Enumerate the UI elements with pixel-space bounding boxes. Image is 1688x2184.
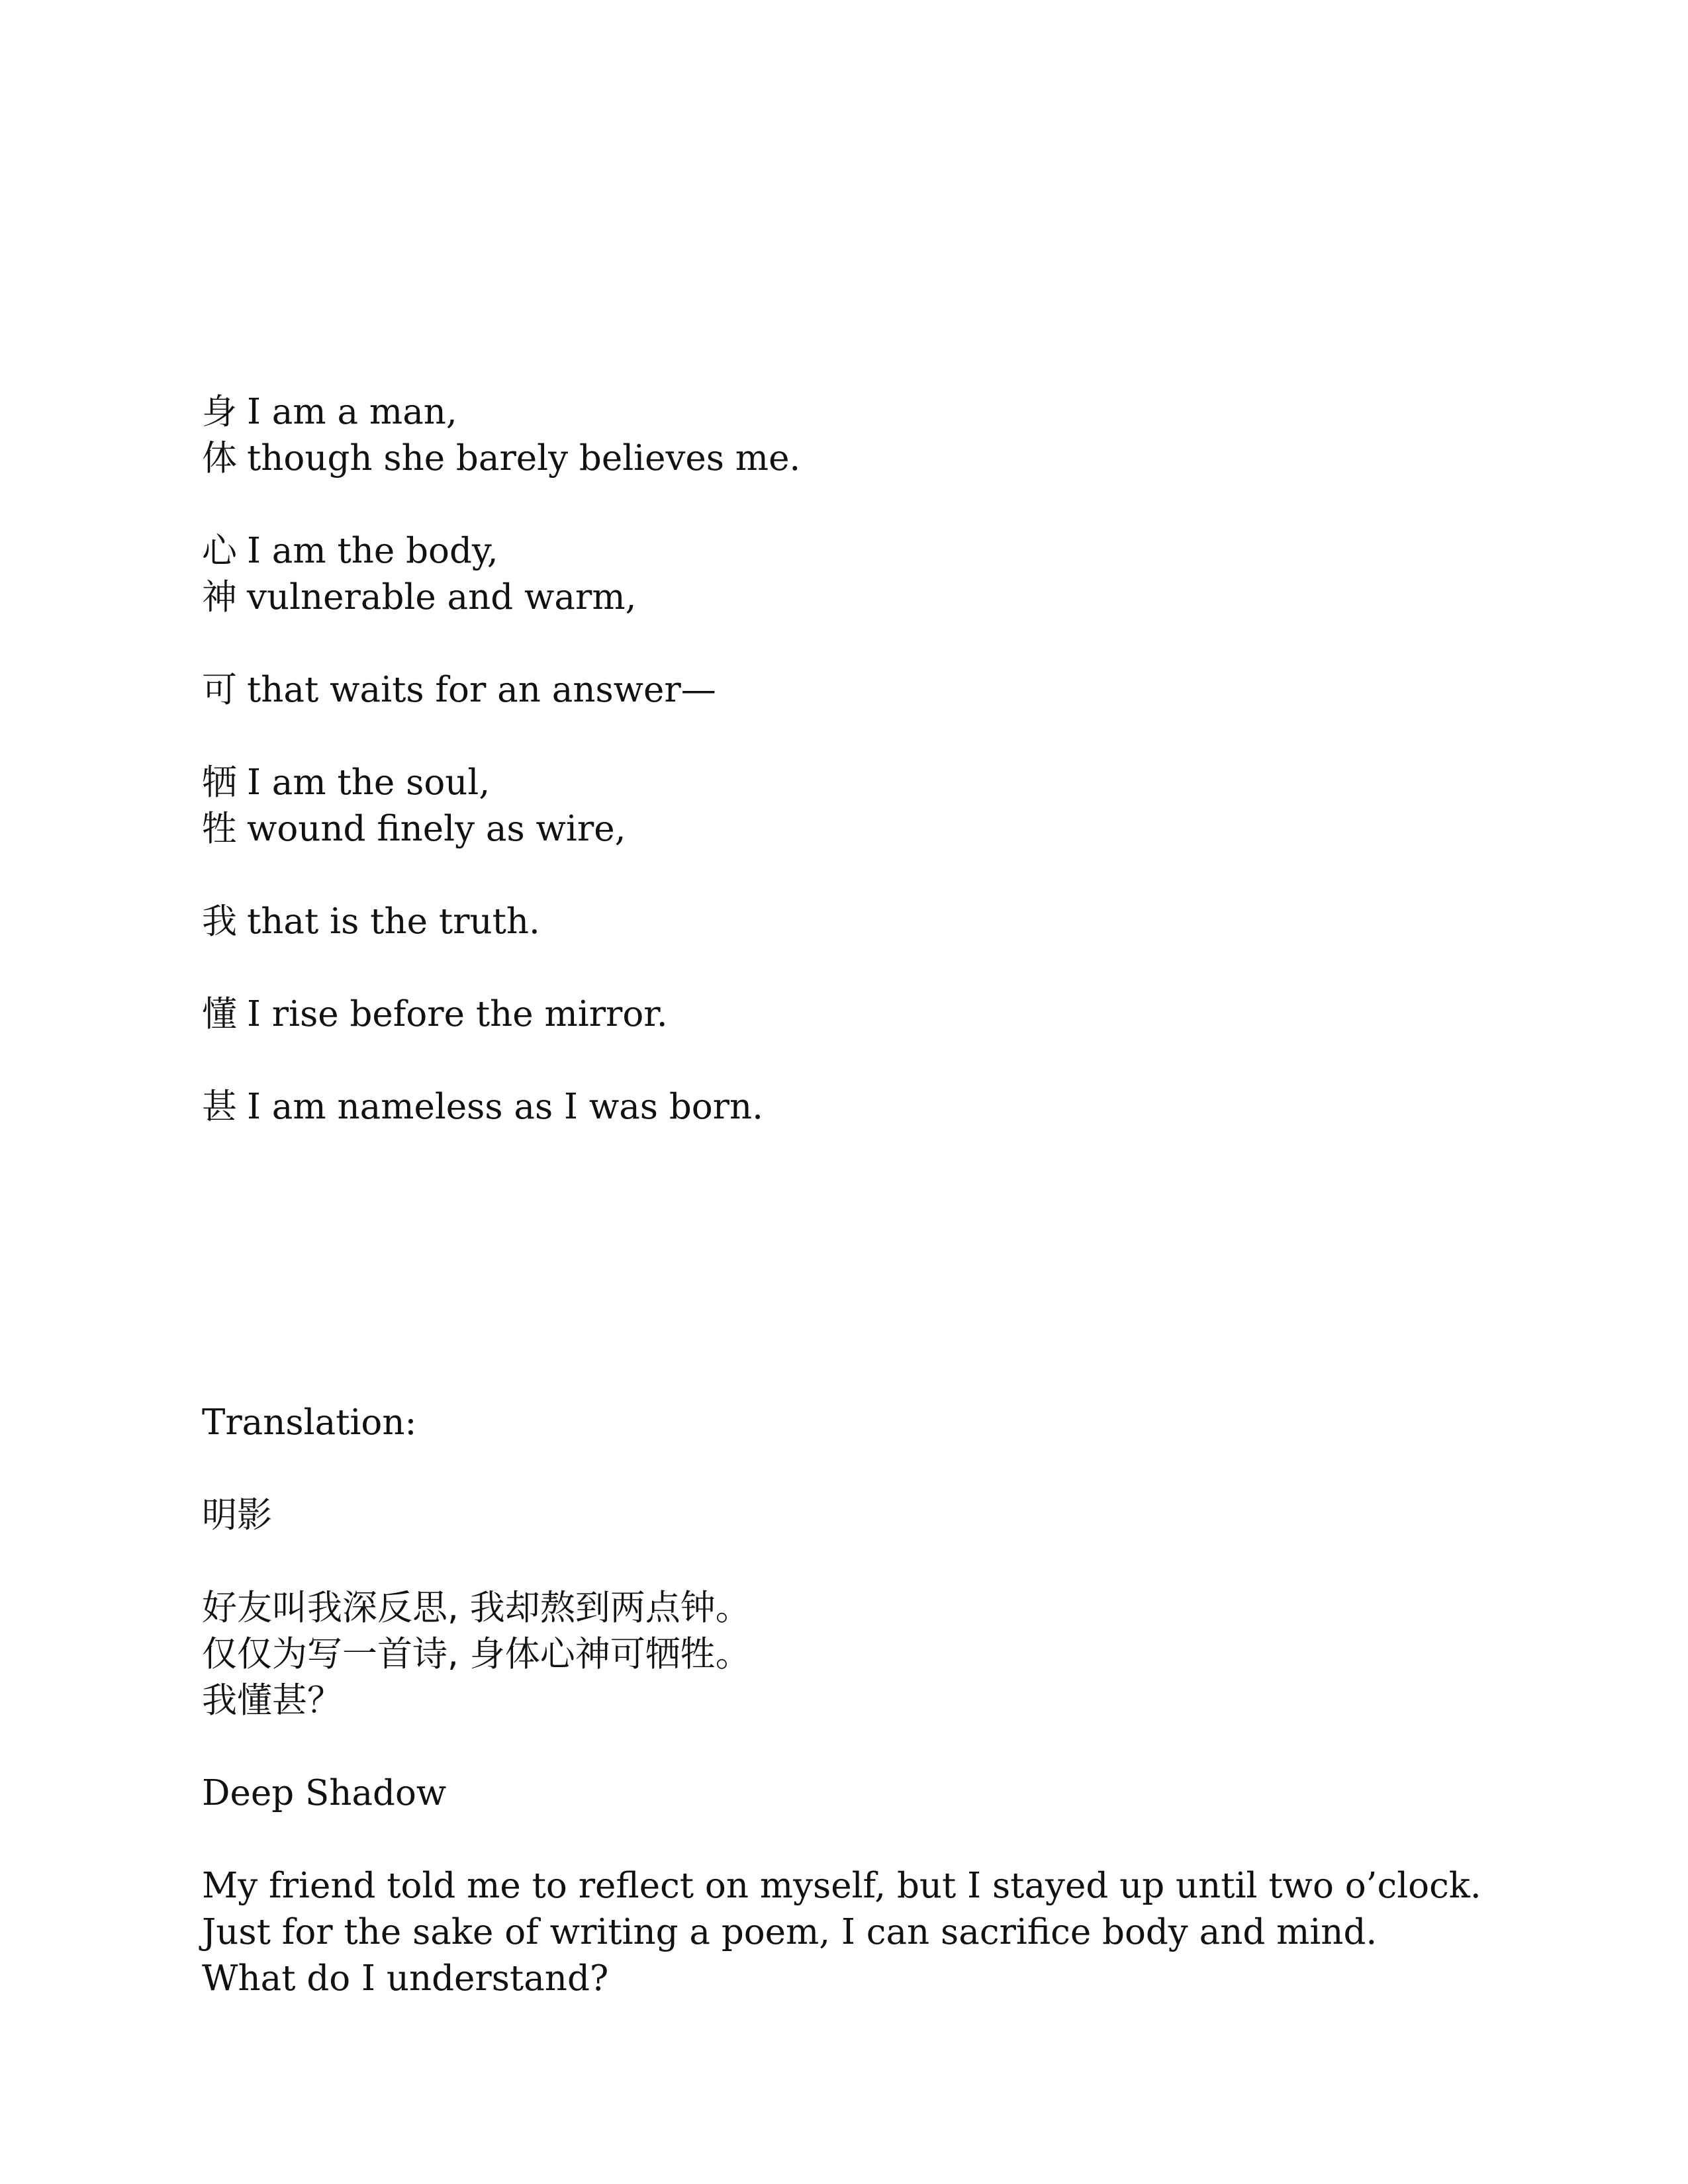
chinese-title: 明影 bbox=[202, 1495, 272, 1535]
line-text: vulnerable and warm, bbox=[247, 577, 637, 617]
acrostic-char: 牺 bbox=[202, 762, 237, 803]
acrostic-char: 体 bbox=[202, 438, 237, 478]
poem-line bbox=[202, 1084, 1526, 1130]
poem-line bbox=[202, 435, 1526, 482]
line-text: though she barely believes me. bbox=[247, 438, 801, 478]
translation-heading: Translation: bbox=[202, 1402, 417, 1443]
line-text: I rise before the mirror. bbox=[247, 994, 668, 1034]
english-line: Just for the sake of writing a poem, I can sacrifice body and mind. bbox=[202, 1912, 1378, 1952]
poem-line bbox=[202, 667, 1526, 713]
acrostic-char: 牲 bbox=[202, 809, 237, 849]
stanza bbox=[202, 991, 1526, 1038]
english-title: Deep Shadow bbox=[202, 1773, 447, 1813]
line-text: that waits for an answer— bbox=[247, 670, 716, 710]
poem bbox=[202, 389, 1526, 1177]
acrostic-char: 甚 bbox=[202, 1087, 237, 1127]
chinese-title-block bbox=[202, 1492, 1592, 1539]
acrostic-char: 可 bbox=[202, 670, 237, 710]
line-text: I am the soul, bbox=[247, 762, 491, 803]
line-text: I am a man, bbox=[247, 392, 457, 432]
acrostic-char: 神 bbox=[202, 577, 237, 617]
stanza bbox=[202, 1084, 1526, 1130]
chinese-line: 仅仅为写一首诗, 身体心神可牺牲。 bbox=[202, 1634, 751, 1674]
english-line: My friend told me to reflect on myself, but I stayed up until two o’clock. bbox=[202, 1866, 1481, 1906]
line-text: I am the body, bbox=[247, 531, 498, 571]
acrostic-char: 身 bbox=[202, 392, 237, 432]
stanza bbox=[202, 528, 1526, 621]
poem-line bbox=[202, 806, 1526, 852]
line-text: wound finely as wire, bbox=[247, 809, 626, 849]
acrostic-char: 心 bbox=[202, 531, 237, 571]
translation-heading-block bbox=[202, 1400, 1592, 1446]
poem-line bbox=[202, 574, 1526, 621]
line-text: I am nameless as I was born. bbox=[247, 1087, 763, 1127]
poem-line bbox=[202, 991, 1526, 1038]
chinese-poem bbox=[202, 1585, 1592, 1724]
poem-line bbox=[202, 528, 1526, 574]
chinese-line: 我懂甚？ bbox=[202, 1680, 342, 1721]
translation-section bbox=[202, 1400, 1592, 2048]
stanza bbox=[202, 667, 1526, 713]
chinese-line: 好友叫我深反思, 我却熬到两点钟。 bbox=[202, 1588, 751, 1628]
stanza bbox=[202, 389, 1526, 482]
poem-line bbox=[202, 389, 1526, 435]
stanza bbox=[202, 899, 1526, 945]
line-text: that is the truth. bbox=[247, 901, 540, 942]
poem-line bbox=[202, 760, 1526, 806]
acrostic-char: 懂 bbox=[202, 994, 237, 1034]
english-line: What do I understand? bbox=[202, 1958, 609, 1999]
poem-line bbox=[202, 899, 1526, 945]
acrostic-char: 我 bbox=[202, 901, 237, 942]
stanza bbox=[202, 760, 1526, 852]
english-poem bbox=[202, 1863, 1592, 2002]
english-title-block bbox=[202, 1770, 1592, 1817]
